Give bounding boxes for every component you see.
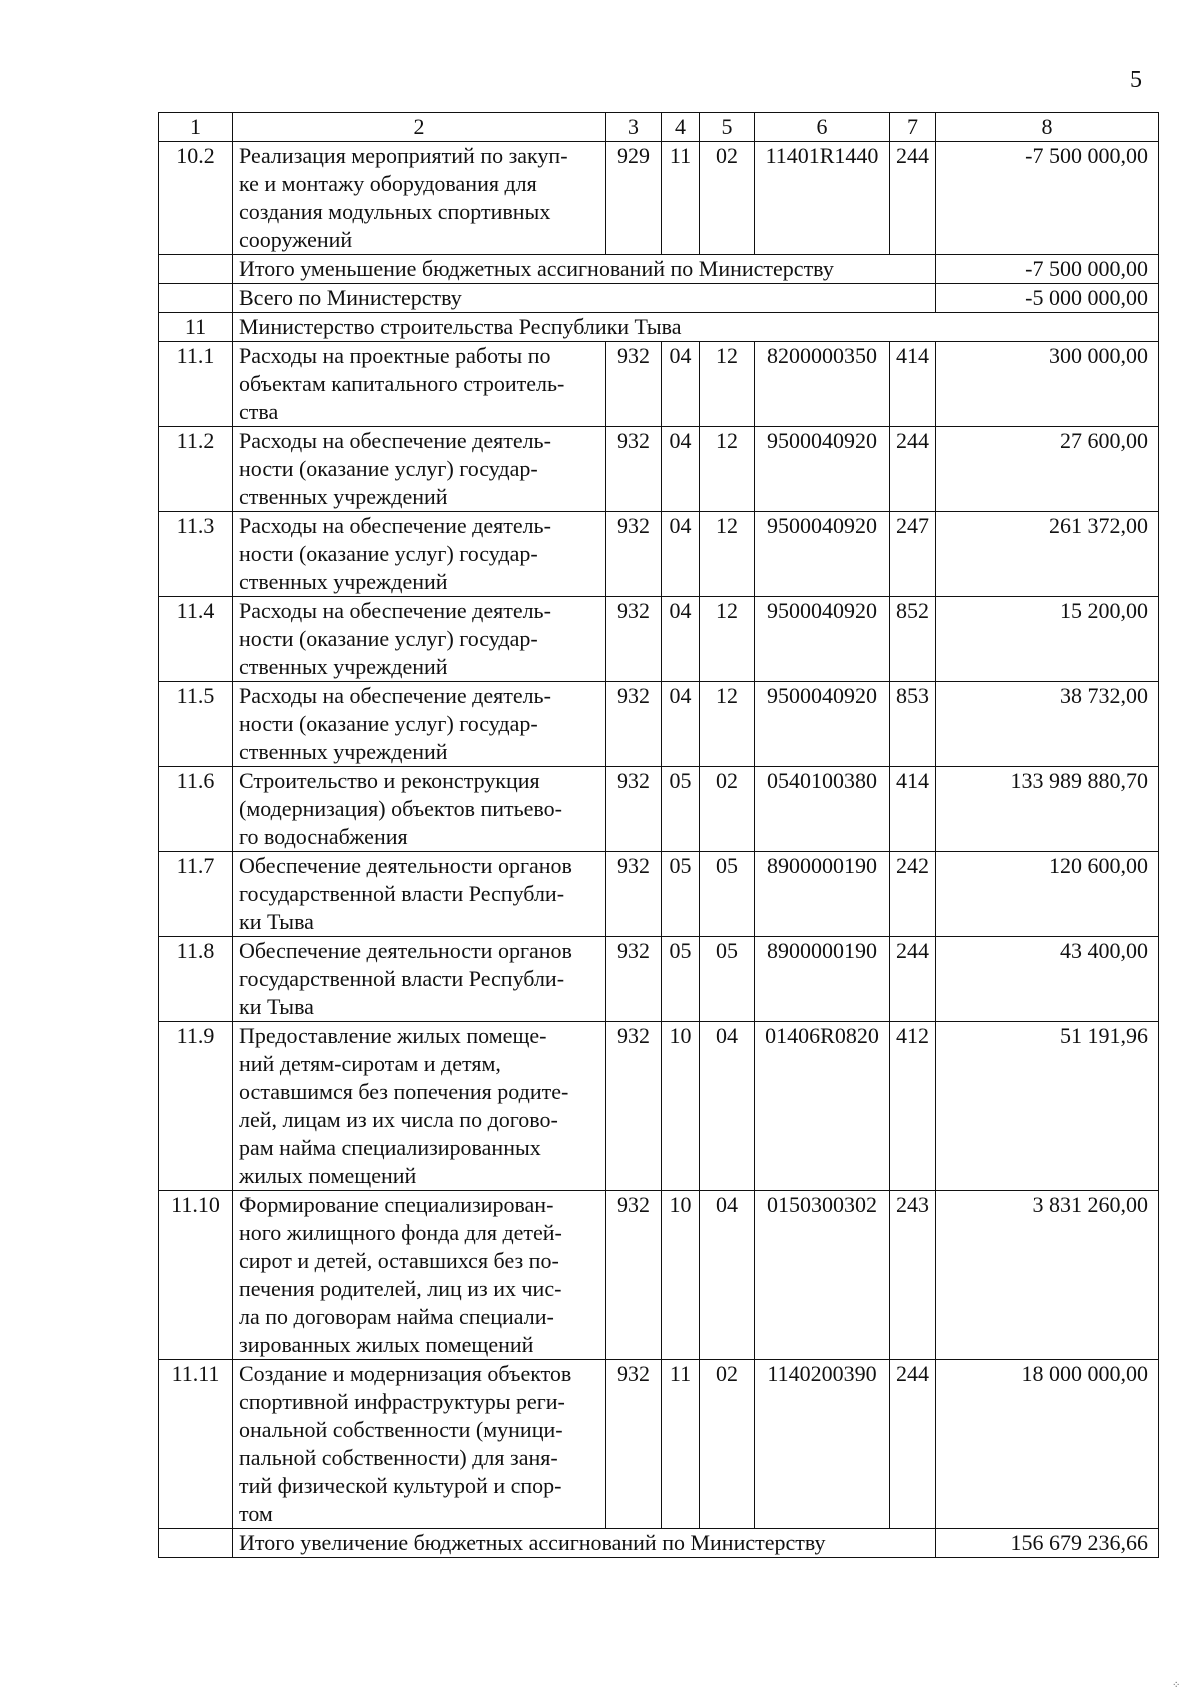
total-label: Всего по Министерству — [233, 284, 936, 313]
row-number: 11.8 — [159, 937, 233, 1022]
column-header: 7 — [890, 113, 936, 142]
total-decrease-row — [159, 255, 1159, 284]
column-header-row — [159, 113, 1159, 142]
row-code-3: 932 — [606, 1360, 662, 1529]
row-code-4: 10 — [662, 1191, 700, 1360]
row-number: 11.6 — [159, 767, 233, 852]
row-code-6: 8900000190 — [755, 852, 890, 937]
row-code-4: 04 — [662, 342, 700, 427]
row-code-6: 9500040920 — [755, 512, 890, 597]
row-code-3: 932 — [606, 342, 662, 427]
row-code-7: 244 — [890, 142, 936, 255]
row-number: 11.11 — [159, 1360, 233, 1529]
row-number: 11.2 — [159, 427, 233, 512]
row-amount: 38 732,00 — [936, 682, 1159, 767]
row-code-5: 04 — [700, 1022, 755, 1191]
row-code-5: 05 — [700, 937, 755, 1022]
row-code-4: 04 — [662, 512, 700, 597]
row-code-3: 932 — [606, 1022, 662, 1191]
table-row — [159, 597, 1159, 682]
row-description: Обеспечение деятельности органов государственной власти Республи- ки Тыва — [233, 852, 606, 937]
row-description: Расходы на обеспечение деятель- ности (оказание услуг) государ- ственных учреждений — [233, 597, 606, 682]
row-code-5: 02 — [700, 1360, 755, 1529]
row-code-7: 244 — [890, 427, 936, 512]
total-amount: 156 679 236,66 — [936, 1529, 1159, 1558]
empty-cell — [159, 284, 233, 313]
row-code-3: 932 — [606, 852, 662, 937]
row-code-7: 414 — [890, 342, 936, 427]
row-description: Предоставление жилых помеще- ний детям-сиротам и детям, оставшимся без попечения родите- лей, лицам из их числа по догово- рам найма специализированных жилых помещений — [233, 1022, 606, 1191]
table-row — [159, 767, 1159, 852]
row-amount: 15 200,00 — [936, 597, 1159, 682]
table-row — [159, 682, 1159, 767]
row-code-6: 9500040920 — [755, 427, 890, 512]
row-code-4: 11 — [662, 142, 700, 255]
column-header: 6 — [755, 113, 890, 142]
row-code-4: 11 — [662, 1360, 700, 1529]
row-description: Расходы на обеспечение деятель- ности (оказание услуг) государ- ственных учреждений — [233, 512, 606, 597]
section-number: 11 — [159, 313, 233, 342]
row-amount: 27 600,00 — [936, 427, 1159, 512]
column-header: 2 — [233, 113, 606, 142]
row-description: Расходы на обеспечение деятель- ности (оказание услуг) государ- ственных учреждений — [233, 427, 606, 512]
row-code-6: 0150300302 — [755, 1191, 890, 1360]
row-code-7: 244 — [890, 937, 936, 1022]
row-amount: 43 400,00 — [936, 937, 1159, 1022]
row-code-6: 1140200390 — [755, 1360, 890, 1529]
row-code-4: 05 — [662, 937, 700, 1022]
row-code-3: 932 — [606, 427, 662, 512]
row-code-6: 11401R1440 — [755, 142, 890, 255]
empty-cell — [159, 1529, 233, 1558]
row-code-7: 243 — [890, 1191, 936, 1360]
row-code-7: 853 — [890, 682, 936, 767]
row-description: Реализация мероприятий по закуп- ке и монтажу оборудования для создания модульных спортивных сооружений — [233, 142, 606, 255]
total-increase-row — [159, 1529, 1159, 1558]
total-ministry-row — [159, 284, 1159, 313]
row-number: 11.1 — [159, 342, 233, 427]
scan-mark: ⁘ — [1172, 1680, 1181, 1691]
row-code-3: 932 — [606, 512, 662, 597]
row-number: 11.5 — [159, 682, 233, 767]
row-code-3: 932 — [606, 767, 662, 852]
row-number: 11.3 — [159, 512, 233, 597]
row-description: Создание и модернизация объектов спортивной инфраструктуры реги- ональной собственности (муници- пальной собственности) для заня- тий физической культурой и спор- том — [233, 1360, 606, 1529]
table-body — [159, 113, 1159, 1558]
row-code-4: 04 — [662, 427, 700, 512]
row-number: 11.9 — [159, 1022, 233, 1191]
column-header: 8 — [936, 113, 1159, 142]
row-description: Строительство и реконструкция (модернизация) объектов питьево- го водоснабжения — [233, 767, 606, 852]
row-code-3: 932 — [606, 597, 662, 682]
row-description: Расходы на проектные работы по объектам капитального строитель- ства — [233, 342, 606, 427]
row-code-4: 04 — [662, 597, 700, 682]
row-amount: -7 500 000,00 — [936, 142, 1159, 255]
row-code-5: 12 — [700, 682, 755, 767]
row-code-5: 04 — [700, 1191, 755, 1360]
column-header: 1 — [159, 113, 233, 142]
row-code-5: 02 — [700, 142, 755, 255]
column-header: 5 — [700, 113, 755, 142]
row-code-3: 932 — [606, 682, 662, 767]
total-label: Итого увеличение бюджетных ассигнований по Министерству — [233, 1529, 936, 1558]
row-description: Расходы на обеспечение деятель- ности (оказание услуг) государ- ственных учреждений — [233, 682, 606, 767]
row-number: 11.7 — [159, 852, 233, 937]
row-code-4: 05 — [662, 852, 700, 937]
row-number: 11.10 — [159, 1191, 233, 1360]
row-code-6: 8200000350 — [755, 342, 890, 427]
total-label: Итого уменьшение бюджетных ассигнований по Министерству — [233, 255, 936, 284]
table-row — [159, 427, 1159, 512]
table-row — [159, 1360, 1159, 1529]
column-header: 3 — [606, 113, 662, 142]
row-code-7: 244 — [890, 1360, 936, 1529]
row-code-5: 05 — [700, 852, 755, 937]
row-amount: 120 600,00 — [936, 852, 1159, 937]
empty-cell — [159, 255, 233, 284]
row-code-6: 9500040920 — [755, 682, 890, 767]
row-amount: 261 372,00 — [936, 512, 1159, 597]
total-amount: -7 500 000,00 — [936, 255, 1159, 284]
row-code-4: 04 — [662, 682, 700, 767]
row-code-3: 932 — [606, 1191, 662, 1360]
column-header: 4 — [662, 113, 700, 142]
row-amount: 51 191,96 — [936, 1022, 1159, 1191]
row-code-6: 8900000190 — [755, 937, 890, 1022]
row-code-7: 242 — [890, 852, 936, 937]
table-row — [159, 1022, 1159, 1191]
row-code-5: 12 — [700, 427, 755, 512]
row-amount: 3 831 260,00 — [936, 1191, 1159, 1360]
row-code-4: 05 — [662, 767, 700, 852]
row-code-7: 412 — [890, 1022, 936, 1191]
row-code-5: 02 — [700, 767, 755, 852]
table-row — [159, 937, 1159, 1022]
row-number: 10.2 — [159, 142, 233, 255]
budget-allocation-table — [158, 112, 1159, 1558]
row-code-6: 9500040920 — [755, 597, 890, 682]
table-row — [159, 1191, 1159, 1360]
table-row — [159, 142, 1159, 255]
row-amount: 133 989 880,70 — [936, 767, 1159, 852]
section-row — [159, 313, 1159, 342]
row-code-7: 852 — [890, 597, 936, 682]
page-number: 5 — [1130, 67, 1142, 93]
row-code-4: 10 — [662, 1022, 700, 1191]
row-description: Формирование специализирован- ного жилищного фонда для детей- сирот и детей, оставшихся без по- печения родителей, лиц из их чис- ла по договорам найма специали- зированных жилых помещений — [233, 1191, 606, 1360]
total-amount: -5 000 000,00 — [936, 284, 1159, 313]
row-code-6: 0540100380 — [755, 767, 890, 852]
row-code-7: 247 — [890, 512, 936, 597]
row-code-6: 01406R0820 — [755, 1022, 890, 1191]
row-code-5: 12 — [700, 597, 755, 682]
row-description: Обеспечение деятельности органов государственной власти Республи- ки Тыва — [233, 937, 606, 1022]
row-code-5: 12 — [700, 342, 755, 427]
table-row — [159, 852, 1159, 937]
table-row — [159, 512, 1159, 597]
table-row — [159, 342, 1159, 427]
row-code-7: 414 — [890, 767, 936, 852]
row-amount: 300 000,00 — [936, 342, 1159, 427]
row-amount: 18 000 000,00 — [936, 1360, 1159, 1529]
row-code-5: 12 — [700, 512, 755, 597]
section-title: Министерство строительства Республики Тыва — [233, 313, 1159, 342]
row-number: 11.4 — [159, 597, 233, 682]
row-code-3: 929 — [606, 142, 662, 255]
row-code-3: 932 — [606, 937, 662, 1022]
